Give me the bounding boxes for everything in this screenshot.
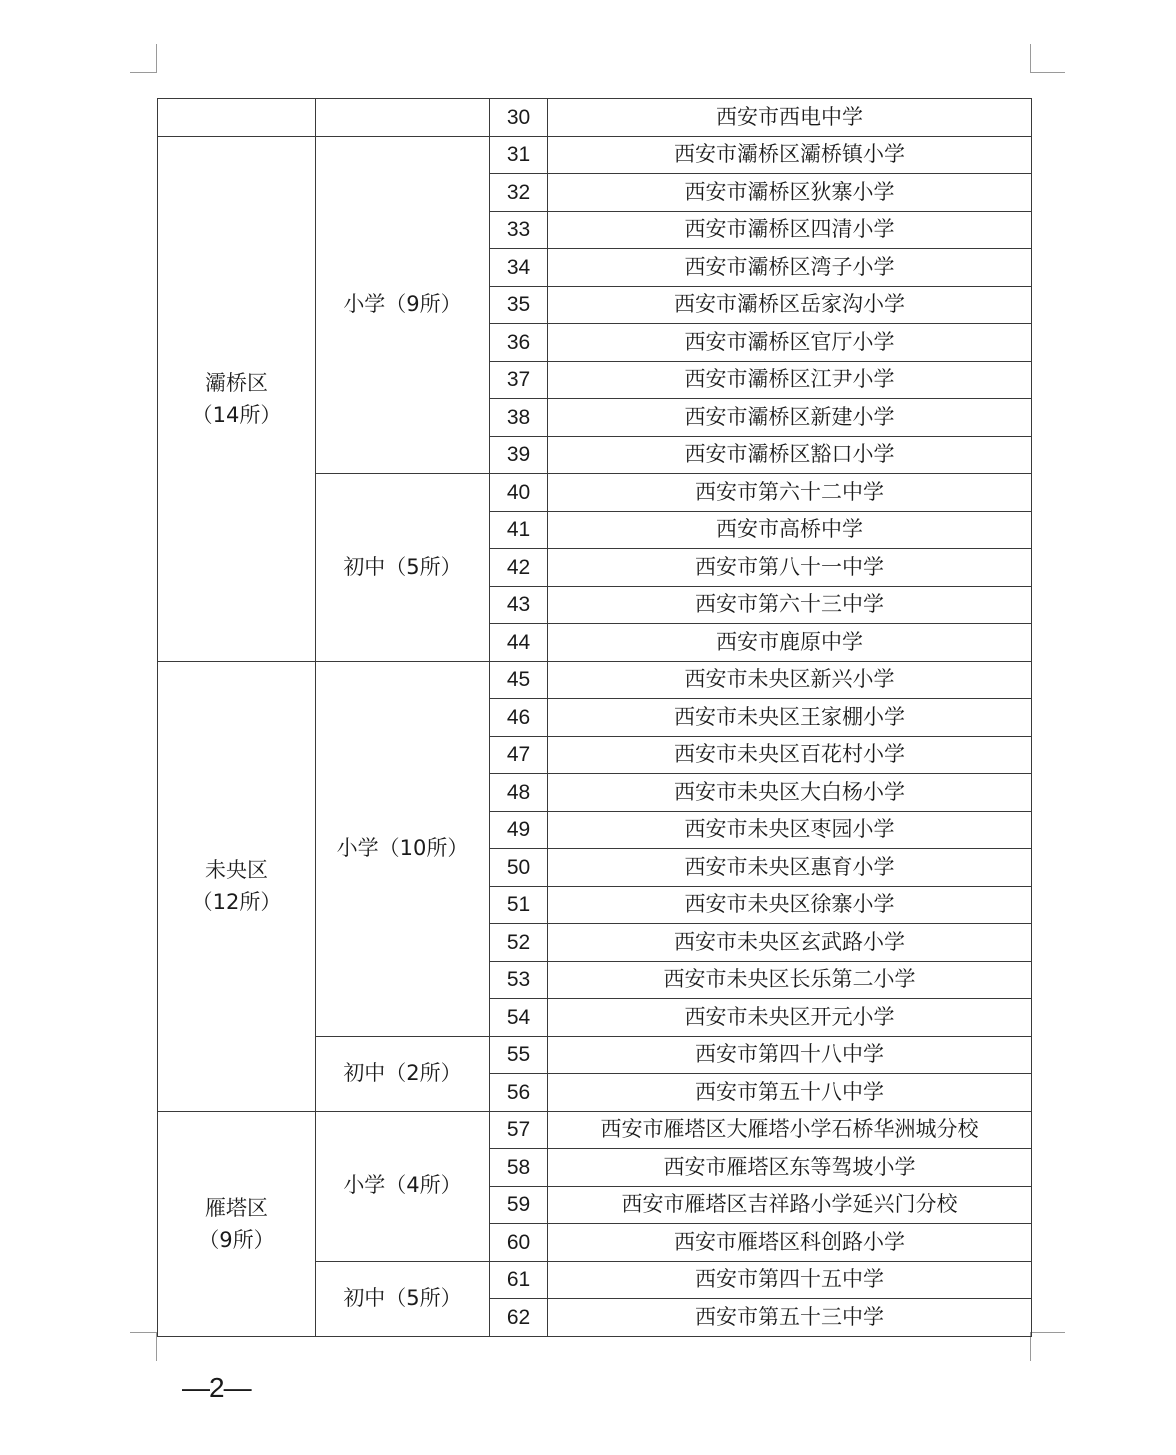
serial-number: 46 [490,699,548,737]
table-body [158,99,1032,1337]
serial-number: 50 [490,849,548,887]
district-school-count: （14所） [191,402,282,427]
school-name: 西安市未央区长乐第二小学 [548,961,1032,999]
school-name: 西安市雁塔区大雁塔小学石桥华洲城分校 [548,1111,1032,1149]
serial-number: 36 [490,324,548,362]
school-name: 西安市灞桥区灞桥镇小学 [548,136,1032,174]
school-name: 西安市未央区新兴小学 [548,661,1032,699]
serial-number: 48 [490,774,548,812]
crop-mark-bottom-left [130,1332,157,1361]
school-name: 西安市灞桥区官厅小学 [548,324,1032,362]
serial-number: 49 [490,811,548,849]
school-name: 西安市未央区玄武路小学 [548,924,1032,962]
page-number: —2— [182,1372,251,1403]
school-name: 西安市雁塔区吉祥路小学延兴门分校 [548,1186,1032,1224]
school-name: 西安市第五十八中学 [548,1074,1032,1112]
serial-number: 40 [490,474,548,512]
serial-number: 34 [490,249,548,287]
school-name: 西安市鹿原中学 [548,624,1032,662]
crop-mark-top-left [130,44,157,73]
serial-number: 54 [490,999,548,1037]
school-name: 西安市灞桥区岳家沟小学 [548,286,1032,324]
school-name: 西安市高桥中学 [548,511,1032,549]
school-level-cell: 初中（5所） [316,474,490,662]
school-name: 西安市未央区开元小学 [548,999,1032,1037]
district-school-count: （9所） [198,1227,275,1252]
serial-number: 37 [490,361,548,399]
school-name: 西安市第六十二中学 [548,474,1032,512]
serial-number: 57 [490,1111,548,1149]
school-name: 西安市灞桥区新建小学 [548,399,1032,437]
school-name: 西安市灞桥区豁口小学 [548,436,1032,474]
school-level-cell: 小学（9所） [316,136,490,474]
serial-number: 60 [490,1224,548,1262]
table-row [158,661,1032,699]
serial-number: 45 [490,661,548,699]
serial-number: 31 [490,136,548,174]
school-name: 西安市未央区王家棚小学 [548,699,1032,737]
school-list-table [157,98,1032,1337]
serial-number: 55 [490,1036,548,1074]
school-level-cell: 小学（4所） [316,1111,490,1261]
serial-number: 38 [490,399,548,437]
crop-mark-bottom-right [1030,1332,1065,1361]
school-name: 西安市第五十三中学 [548,1299,1032,1337]
table-row [158,1111,1032,1149]
school-name: 西安市未央区惠育小学 [548,849,1032,887]
serial-number: 61 [490,1261,548,1299]
school-name: 西安市灞桥区江尹小学 [548,361,1032,399]
school-name: 西安市第六十三中学 [548,586,1032,624]
serial-number: 52 [490,924,548,962]
serial-number: 62 [490,1299,548,1337]
serial-number: 44 [490,624,548,662]
school-name: 西安市未央区大白杨小学 [548,774,1032,812]
district-name: 未央区 [205,858,268,882]
school-name: 西安市灞桥区狄寨小学 [548,174,1032,212]
school-name: 西安市灞桥区四清小学 [548,211,1032,249]
district-cell [158,1111,316,1336]
serial-number: 58 [490,1149,548,1187]
district-name: 雁塔区 [205,1195,268,1220]
serial-number: 51 [490,886,548,924]
school-name: 西安市未央区枣园小学 [548,811,1032,849]
district-cell [158,661,316,1111]
school-name: 西安市西电中学 [548,99,1032,137]
table-row [158,136,1032,174]
serial-number: 56 [490,1074,548,1112]
school-level-cell: 初中（5所） [316,1261,490,1336]
school-name: 西安市雁塔区东等驾坡小学 [548,1149,1032,1187]
serial-number: 39 [490,436,548,474]
school-name: 西安市第四十八中学 [548,1036,1032,1074]
school-level-cell: 小学（10所） [316,661,490,1036]
serial-number: 30 [490,99,548,137]
school-level-cell [316,99,490,137]
serial-number: 53 [490,961,548,999]
table-row [158,99,1032,137]
district-school-count: （12所） [191,890,282,914]
school-name: 西安市雁塔区科创路小学 [548,1224,1032,1262]
serial-number: 35 [490,286,548,324]
serial-number: 41 [490,511,548,549]
school-name: 西安市未央区徐寨小学 [548,886,1032,924]
school-name: 西安市第四十五中学 [548,1261,1032,1299]
serial-number: 33 [490,211,548,249]
serial-number: 47 [490,736,548,774]
serial-number: 43 [490,586,548,624]
school-level-cell: 初中（2所） [316,1036,490,1111]
district-cell [158,136,316,661]
district-cell [158,99,316,137]
school-name: 西安市第八十一中学 [548,549,1032,587]
serial-number: 42 [490,549,548,587]
serial-number: 59 [490,1186,548,1224]
district-name: 灞桥区 [205,370,268,395]
serial-number: 32 [490,174,548,212]
school-name: 西安市未央区百花村小学 [548,736,1032,774]
school-name: 西安市灞桥区湾子小学 [548,249,1032,287]
crop-mark-top-right [1030,44,1065,73]
